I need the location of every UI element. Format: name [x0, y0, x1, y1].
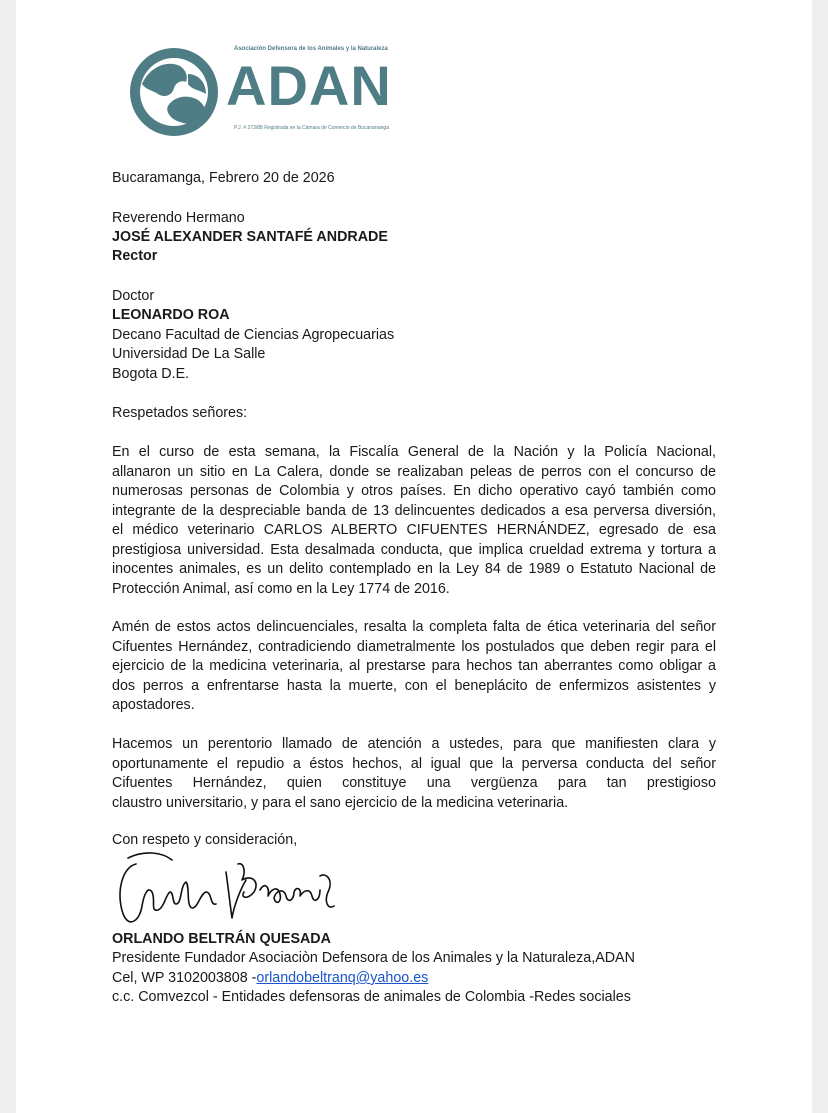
greeting: Respetados señores: — [112, 405, 248, 421]
signer-name: ORLANDO BELTRÁN QUESADA — [112, 931, 331, 947]
recipient2-salutation: Doctor — [112, 288, 155, 304]
paragraph-line: Cifuentes Hernández, quien constituye una vergüenza para tan prestigioso — [112, 775, 716, 791]
signer-contact — [112, 969, 428, 989]
adan-logo — [128, 42, 418, 142]
signer-title: Presidente Fundador Asociaciòn Defensora de los Animales y la Naturaleza,ADAN — [112, 950, 635, 966]
paragraph-line: ejercicio de la medicina veterinaria, al prestarse para hechos tan aberrantes como obligar a — [112, 658, 716, 674]
recipient1-title: Rector — [112, 248, 158, 264]
paragraph-line: Hacemos un perentorio llamado de atención a ustedes, para que manifiesten clara y — [112, 736, 716, 752]
paragraph-1 — [112, 443, 716, 599]
paragraph-line: allanaron un sitio en La Calera, donde se realizaban peleas de perros con el concurso de — [112, 463, 716, 480]
paragraph-line: Cifuentes Hernández, contradiciendo diametralmente los postulados que deben regir para el — [112, 638, 716, 655]
recipient2-name: LEONARDO ROA — [112, 307, 230, 323]
paragraph-line: apostadores. — [112, 697, 195, 713]
paragraph-line: Protección Animal, así como en la Ley 1774 de 2016. — [112, 580, 450, 597]
letter-page — [16, 0, 812, 1113]
logo-wordmark: ADAN — [226, 54, 392, 117]
email-link[interactable]: orlandobeltranq@yahoo.es — [256, 970, 429, 986]
paragraph-line: En el curso de esta semana, la Fiscalía General de la Nación y la Policía Nacional, — [112, 444, 716, 460]
date-line: Bucaramanga, Febrero 20 de 2026 — [112, 170, 335, 186]
recipient2-institution: Universidad De La Salle — [112, 346, 266, 362]
paragraph-line: claustro universitario, y para el sano ejercicio de la medicina veterinaria. — [112, 794, 569, 811]
logo-tagline: Asociación Defensora de los Animales y la Naturaleza — [234, 46, 388, 52]
paragraph-2 — [112, 618, 716, 716]
paragraph-line: dos perros a enfrentarse hasta la muerte, con el beneplácito de enfermizos asistentes y — [112, 677, 716, 694]
paragraph-line: el médico veterinario CARLOS ALBERTO CIFUENTES HERNÁNDEZ, egresado de esa — [112, 522, 716, 538]
paragraph-line: integrante de la despreciable banda de 13 delincuentes dedicados a esa perversa diversión, — [112, 502, 716, 519]
contact-prefix: Cel, WP 3102003808 - — [112, 970, 257, 986]
recipient2-city: Bogota D.E. — [112, 366, 190, 382]
recipient2-title: Decano Facultad de Ciencias Agropecuarias — [112, 327, 395, 343]
signature-icon — [114, 846, 344, 930]
paragraph-line: prestigiosa universidad. Esta desalmada conducta, que implica crueldad extrema y tortura a — [112, 541, 716, 558]
closing: Con respeto y consideración, — [112, 832, 298, 848]
adan-logo-icon — [128, 44, 224, 140]
logo-registration: P.J. # 273/88 Registrada en la Cámara de Comercio de Bucaramanga — [234, 125, 389, 131]
cc-line: c.c. Comvezcol - Entidades defensoras de animales de Colombia -Redes sociales — [112, 989, 631, 1005]
paragraph-line: inocentes animales, es un delito contemplado en la Ley 84 de 1989 o Estatuto Nacional de — [112, 561, 716, 577]
paragraph-3 — [112, 735, 716, 813]
recipient1-name: JOSÉ ALEXANDER SANTAFÉ ANDRADE — [112, 229, 388, 245]
paragraph-line: oportunamente el repudio a éstos hechos, al igual que la perversa conducta del señor — [112, 755, 716, 772]
paragraph-line: Amén de estos actos delincuenciales, resalta la completa falta de ética veterinaria del señor — [112, 619, 716, 635]
paragraph-line: numerosas personas de Colombia y otros países. En dicho operativo cayó también como — [112, 483, 716, 499]
recipient1-salutation: Reverendo Hermano — [112, 210, 245, 226]
